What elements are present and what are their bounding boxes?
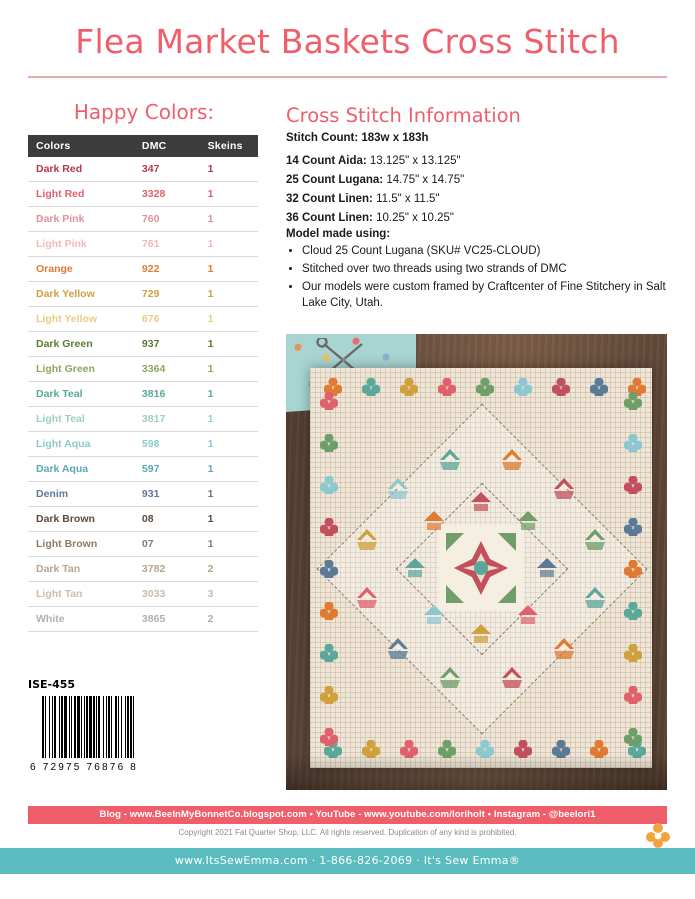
cell-color-name: Dark Pink (28, 207, 134, 232)
flower-motif (552, 378, 570, 396)
flower-motif (320, 644, 338, 662)
cell-skeins: 1 (200, 482, 258, 507)
table-row (28, 332, 258, 357)
flower-motif (590, 378, 608, 396)
model-made-heading: Model made using: (286, 228, 391, 240)
barcode-digits: 6 72975 76876 8 (30, 762, 139, 773)
cell-dmc: 931 (134, 482, 200, 507)
table-header-row (28, 135, 258, 157)
basket-motif (385, 635, 411, 661)
flower-motif (624, 434, 642, 452)
fabric-count-item: 32 Count Linen: 11.5" x 11.5" (286, 193, 440, 205)
cell-color-name: Dark Aqua (28, 457, 134, 482)
table-row (28, 307, 258, 332)
cell-color-name: Light Brown (28, 532, 134, 557)
cell-skeins: 1 (200, 332, 258, 357)
model-details-list (286, 244, 672, 314)
flower-motif (438, 378, 456, 396)
basket-motif (469, 490, 495, 516)
basket-motif (385, 475, 411, 501)
product-photo (286, 334, 667, 790)
cell-skeins: 1 (200, 382, 258, 407)
cell-color-name: Dark Green (28, 332, 134, 357)
cell-dmc: 760 (134, 207, 200, 232)
cell-skeins: 1 (200, 282, 258, 307)
column-header-colors: Colors (28, 135, 134, 157)
basket-motif (403, 556, 429, 582)
cell-skeins: 1 (200, 307, 258, 332)
basket-motif (437, 664, 463, 690)
flower-motif (320, 518, 338, 536)
flower-motif (320, 560, 338, 578)
contact-bar: www.ItsSewEmma.com · 1-866-826-2069 · It's Sew Emma® (0, 848, 695, 874)
table-row (28, 182, 258, 207)
flower-motif (624, 644, 642, 662)
table-row (28, 257, 258, 282)
cell-dmc: 922 (134, 257, 200, 282)
table-row (28, 607, 258, 632)
column-header-skeins: Skeins (200, 135, 258, 157)
cell-dmc: 3782 (134, 557, 200, 582)
flower-motif (320, 476, 338, 494)
table-row (28, 207, 258, 232)
column-header-dmc: DMC (134, 135, 200, 157)
cell-dmc: 597 (134, 457, 200, 482)
cell-skeins: 1 (200, 507, 258, 532)
cell-dmc: 347 (134, 157, 200, 182)
flower-motif (320, 434, 338, 452)
flower-motif (320, 602, 338, 620)
cell-dmc: 937 (134, 332, 200, 357)
cell-skeins: 1 (200, 532, 258, 557)
cell-color-name: Orange (28, 257, 134, 282)
basket-motif (422, 509, 448, 535)
cell-color-name: Dark Brown (28, 507, 134, 532)
cell-dmc: 761 (134, 232, 200, 257)
table-row (28, 457, 258, 482)
table-row (28, 507, 258, 532)
cell-dmc: 08 (134, 507, 200, 532)
cell-color-name: Light Aqua (28, 432, 134, 457)
color-table (28, 135, 258, 632)
page-title: Flea Market Baskets Cross Stitch (75, 22, 620, 61)
cell-dmc: 729 (134, 282, 200, 307)
flower-logo-icon (645, 822, 671, 848)
fabric-count-item: 14 Count Aida: 13.125" x 13.125" (286, 155, 461, 167)
fabric-count-item: 25 Count Lugana: 14.75" x 14.75" (286, 174, 465, 186)
cell-skeins: 1 (200, 232, 258, 257)
table-row (28, 432, 258, 457)
cell-skeins: 2 (200, 557, 258, 582)
table-row (28, 582, 258, 607)
cell-color-name: White (28, 607, 134, 632)
basket-motif (354, 584, 380, 610)
cell-skeins: 1 (200, 257, 258, 282)
cell-skeins: 3 (200, 582, 258, 607)
table-row (28, 557, 258, 582)
title-divider (28, 76, 667, 78)
basket-motif (437, 446, 463, 472)
basket-motif (582, 584, 608, 610)
table-row (28, 232, 258, 257)
flower-motif (624, 392, 642, 410)
flower-motif (320, 392, 338, 410)
flower-motif (624, 476, 642, 494)
basket-motif (582, 526, 608, 552)
cell-skeins: 2 (200, 607, 258, 632)
cell-dmc: 3865 (134, 607, 200, 632)
table-row (28, 282, 258, 307)
basket-motif (551, 475, 577, 501)
flower-motif (514, 378, 532, 396)
flower-motif (624, 686, 642, 704)
cell-skeins: 1 (200, 407, 258, 432)
basket-motif (354, 526, 380, 552)
stitched-sampler (310, 368, 652, 768)
basket-motif (422, 603, 448, 629)
cell-color-name: Light Green (28, 357, 134, 382)
cell-skeins: 1 (200, 432, 258, 457)
stitch-count: Stitch Count: 183w x 183h (286, 132, 429, 144)
cell-dmc: 07 (134, 532, 200, 557)
cell-color-name: Dark Teal (28, 382, 134, 407)
photo-shadow (286, 754, 667, 790)
basket-motif (516, 603, 542, 629)
cell-color-name: Light Yellow (28, 307, 134, 332)
table-row (28, 407, 258, 432)
cell-skeins: 1 (200, 457, 258, 482)
cell-color-name: Dark Tan (28, 557, 134, 582)
flower-motif (624, 602, 642, 620)
cell-dmc: 3816 (134, 382, 200, 407)
cross-stitch-info-heading: Cross Stitch Information (286, 104, 521, 127)
sku-code: ISE-455 (28, 678, 76, 691)
cell-dmc: 3033 (134, 582, 200, 607)
cell-skeins: 1 (200, 207, 258, 232)
cell-skeins: 1 (200, 357, 258, 382)
cell-dmc: 3817 (134, 407, 200, 432)
flower-motif (400, 378, 418, 396)
basket-motif (516, 509, 542, 535)
cell-color-name: Light Pink (28, 232, 134, 257)
table-row (28, 357, 258, 382)
cell-color-name: Dark Yellow (28, 282, 134, 307)
bottom-margin (0, 874, 695, 899)
fabric-count-item: 36 Count Linen: 10.25" x 10.25" (286, 212, 454, 224)
flower-motif (320, 686, 338, 704)
flower-motif (624, 560, 642, 578)
cell-color-name: Light Red (28, 182, 134, 207)
cell-color-name: Dark Red (28, 157, 134, 182)
copyright-text: Copyright 2021 Fat Quarter Shop, LLC. All rights reserved. Duplication of any kind is prohibited. (178, 828, 517, 837)
model-detail-item: • Stitched over two threads using two strands of DMC (302, 262, 672, 278)
center-star-motif (438, 525, 524, 611)
flower-motif (476, 378, 494, 396)
fabric-count-list (286, 152, 666, 228)
table-row (28, 482, 258, 507)
basket-motif (535, 556, 561, 582)
cell-color-name: Light Tan (28, 582, 134, 607)
model-detail-item: • Cloud 25 Count Lugana (SKU# VC25-CLOUD) (302, 244, 672, 260)
flower-motif (624, 728, 642, 746)
flower-motif (320, 728, 338, 746)
cell-skeins: 1 (200, 182, 258, 207)
cell-dmc: 3328 (134, 182, 200, 207)
basket-motif (499, 446, 525, 472)
cell-dmc: 676 (134, 307, 200, 332)
cell-dmc: 3364 (134, 357, 200, 382)
basket-motif (469, 622, 495, 648)
cell-color-name: Denim (28, 482, 134, 507)
basket-motif (499, 664, 525, 690)
happy-colors-heading: Happy Colors: (73, 100, 215, 124)
flower-motif (624, 518, 642, 536)
table-row (28, 157, 258, 182)
flower-motif (362, 378, 380, 396)
barcode (42, 696, 214, 770)
cell-color-name: Light Teal (28, 407, 134, 432)
social-links-bar: Blog - www.BeeInMyBonnetCo.blogspot.com • YouTube - www.youtube.com/loriholt • Instagram - @beelori1 (28, 806, 667, 824)
table-row (28, 382, 258, 407)
table-row (28, 532, 258, 557)
basket-motif (551, 635, 577, 661)
cell-dmc: 598 (134, 432, 200, 457)
cell-skeins: 1 (200, 157, 258, 182)
model-detail-item: • Our models were custom framed by Craftcenter of Fine Stitchery in Salt Lake City, Utah. (302, 280, 672, 311)
